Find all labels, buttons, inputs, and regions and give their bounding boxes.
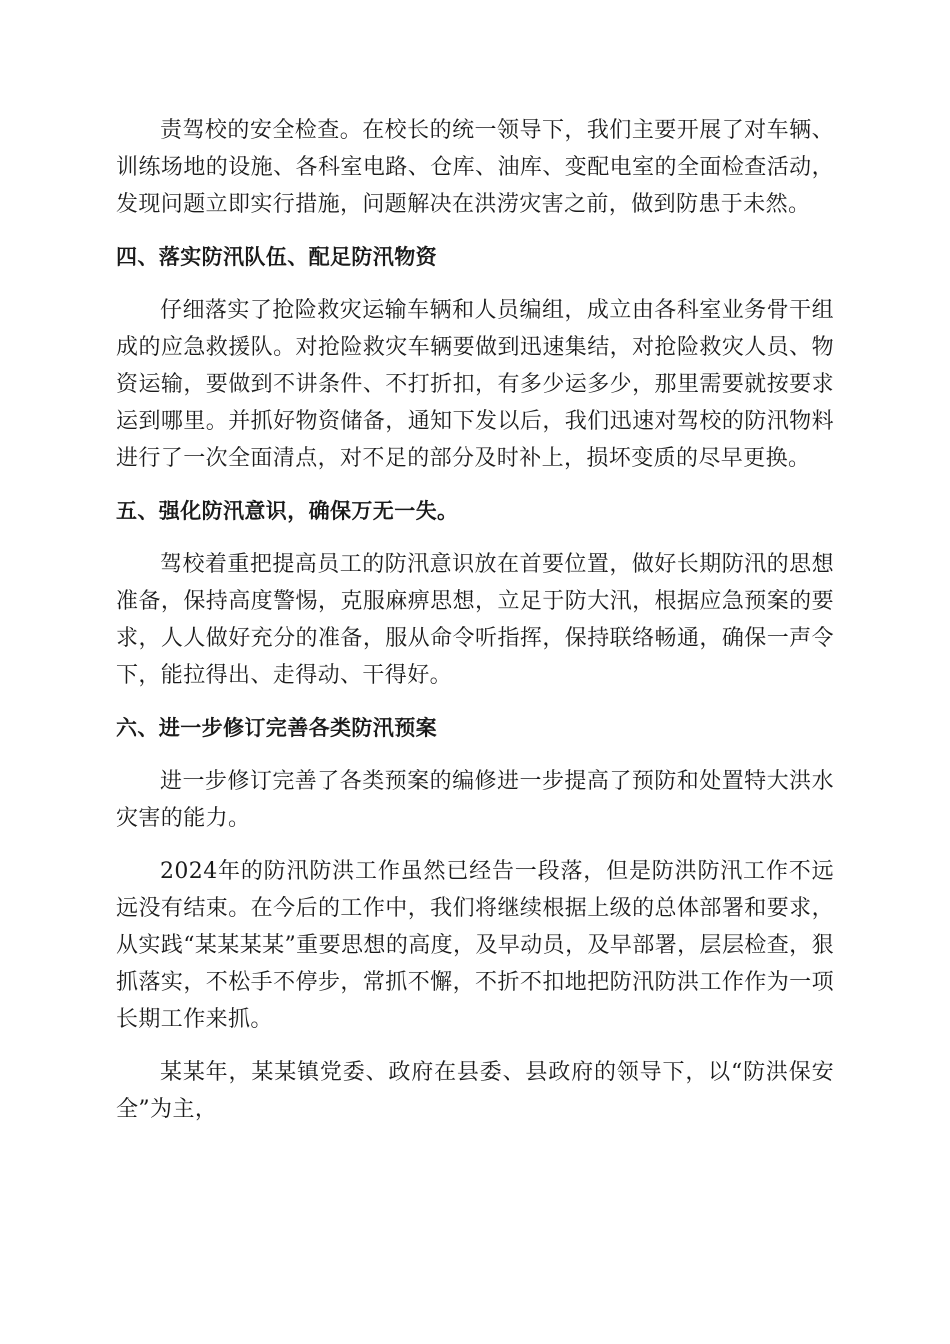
heading-section-5: 五、强化防汛意识，确保万无一失。 [116,499,459,523]
heading-section-6: 六、进一步修订完善各类防汛预案 [116,716,437,740]
heading-section-4: 四、落实防汛队伍、配足防汛物资 [116,245,437,269]
paragraph-town-summary: 某某年，某某镇党委、政府在县委、县政府的领导下，以“防洪保安全”为主， [116,1060,834,1122]
paragraph-future-work: 2024年的防汛防洪工作虽然已经告一段落，但是防洪防汛工作不远远没有结束。在今后的工作中，我们将继续根据上级的总体部署和要求，从实践“某某某某”重要思想的高度，及早动员，及早部署，层层检查，狠抓落实，不松手不停步，常抓不懈，不折不扣地把防汛防洪工作作为一项长期工作来抓。 [116,859,834,1032]
paragraph-flood-awareness: 驾校着重把提高员工的防汛意识放在首要位置，做好长期防汛的思想准备，保持高度警惕，克服麻痹思想，立足于防大汛，根据应急预案的要求，人人做好充分的准备，服从命令听指挥，保持联络畅通，确保一声令下，能拉得出、走得动、干得好。 [116,552,834,688]
paragraph-safety-inspection: 责驾校的安全检查。在校长的统一领导下，我们主要开展了对车辆、训练场地的设施、各科室电路、仓库、油库、变配电室的全面检查活动，发现问题立即实行措施，问题解决在洪涝灾害之前，做到防患于未然。 [116,118,834,217]
document-body [116,112,834,1144]
paragraph-plan-revision: 进一步修订完善了各类预案的编修进一步提高了预防和处置特大洪水灾害的能力。 [116,769,834,831]
paragraph-rescue-team: 仔细落实了抢险救灾运输车辆和人员编组，成立由各科室业务骨干组成的应急救援队。对抢险救灾车辆要做到迅速集结，对抢险救灾人员、物资运输，要做到不讲条件、不打折扣，有多少运多少，那里需要就按要求运到哪里。并抓好物资储备，通知下发以后，我们迅速对驾校的防汛物料进行了一次全面清点，对不足的部分及时补上，损坏变质的尽早更换。 [116,298,834,471]
